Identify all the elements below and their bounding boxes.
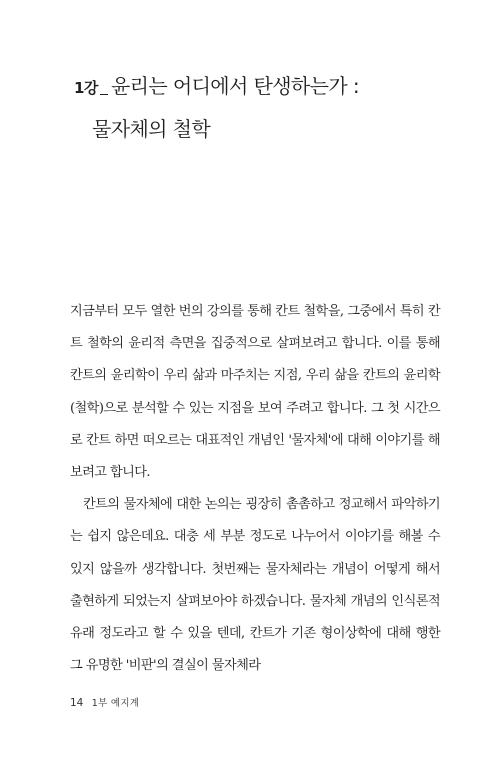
body-text — [70, 296, 440, 682]
chapter-number: 1강 — [74, 79, 98, 97]
page-number: 14 — [70, 697, 84, 709]
chapter-title-line1: 윤리는 어디에서 탄생하는가 : — [110, 74, 359, 98]
chapter-dash — [100, 94, 108, 96]
running-head: 1부 예지계 — [91, 698, 140, 709]
body-paragraph-1: 지금부터 모두 열한 번의 강의를 통해 칸트 철학을, 그중에서 특히 칸트 철학의 윤리적 측면을 집중적으로 살펴보려고 합니다. 이를 통해 칸트의 윤리학이 우리 삶과 마주치는 지점, 우리 삶을 칸트의 윤리학(철학)으로 분석할 수 있는 지점을 보여 주려고 합니다. 그 첫 시간으로 칸트 하면 떠오르는 대표적인 개념인 '물자체'에 대해 이야기를 해보려고 합니다. — [70, 304, 440, 481]
page-footer — [70, 695, 139, 709]
chapter-title-line2: 물자체의 철학 — [92, 117, 211, 141]
body-paragraph-2: 칸트의 물자체에 대한 논의는 굉장히 촘촘하고 정교해서 파악하기는 쉽지 않은데요. 대충 세 부분 정도로 나누어서 이야기를 해볼 수 있지 않을까 생각합니다. 첫번째는 물자체라는 개념이 어떻게 해서 출현하게 되었는지 살펴보아야 하겠습니다. 물자체 개념의 인식론적 유래 정도라고 할 수 있을 텐데, 칸트가 기존 형이상학에 대해 행한 그 유명한 '비판'의 결실이 물자체라 — [70, 497, 440, 674]
chapter-heading-line1 — [74, 70, 474, 99]
chapter-heading — [74, 70, 474, 142]
